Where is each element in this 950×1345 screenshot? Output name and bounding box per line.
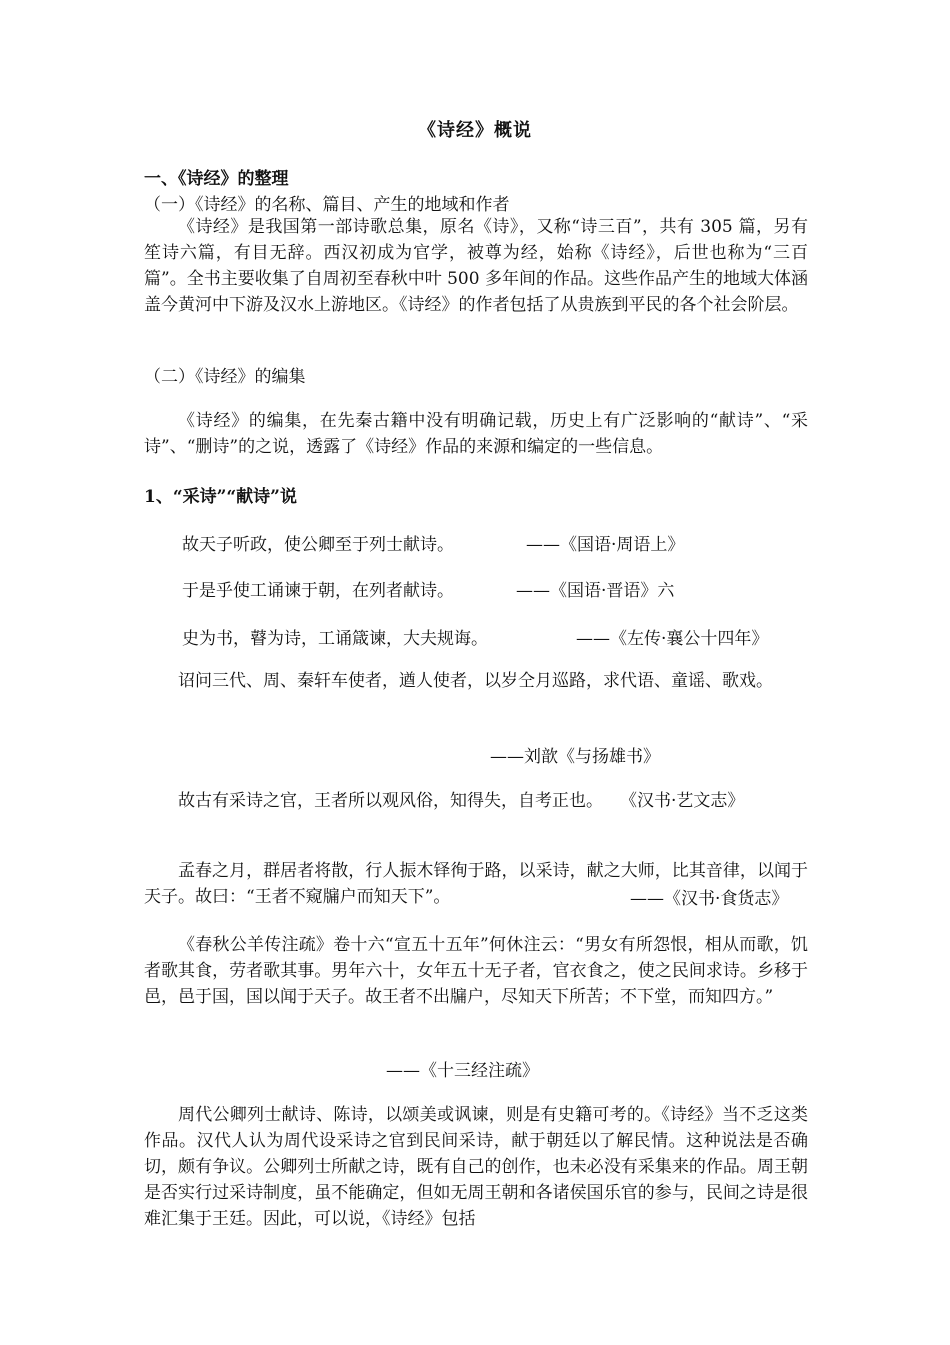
quote-7-source: ——《十三经注疏》 xyxy=(386,1061,539,1081)
quote-6-text: 孟春之月，群居者将散，行人振木铎徇于路，以采诗，献之大师，比其音律，以闻于天子。故曰：“王者不窥牖户而知天下”。 xyxy=(144,861,808,907)
quote-3-source: ——《左传·襄公十四年》 xyxy=(576,629,769,649)
quote-2-text: 于是乎使工诵谏于朝，在列者献诗。 xyxy=(182,581,454,601)
subsection-heading-1: （一）《诗经》的名称、篇目、产生的地域和作者 xyxy=(144,195,510,215)
section-heading-1: 一、《诗经》的整理 xyxy=(144,169,289,189)
quote-1-text: 故天子听政，使公卿至于列士献诗。 xyxy=(182,535,454,555)
quote-1-source: ——《国语·周语上》 xyxy=(526,535,685,555)
quote-3-text: 史为书，瞽为诗，工诵箴谏，大夫规诲。 xyxy=(182,629,488,649)
quote-5-text: 故古有采诗之官，王者所以观风俗，知得失，自考正也。 《汉书·艺文志》 xyxy=(178,791,745,811)
quote-7-text: 《春秋公羊传注疏》卷十六“宣五十五年”何休注云：“男女有所怨恨，相从而歌，饥者歌其食，劳者歌其事。男年六十，女年五十无子者，官衣食之，使之民间求诗。乡移于邑，邑于国，国以闻于天子。故王者不出牖户，尽知天下所苦；不下堂，而知四方。” xyxy=(144,935,808,1007)
paragraph-discussion: 周代公卿列士献诗、陈诗，以颂美或讽谏，则是有史籍可考的。《诗经》当不乏这类作品。汉代人认为周代设采诗之官到民间采诗，献于朝廷以了解民情。这种说法是否确切，颇有争议。公卿列士所献之诗，既有自己的创作，也未必没有采集来的作品。周王朝是否实行过采诗制度，虽不能确定，但如无周王朝和各诸侯国乐官的参与，民间之诗是很难汇集于王廷。因此，可以说，《诗经》包括 xyxy=(144,1105,808,1229)
subsection-heading-2: （二）《诗经》的编集 xyxy=(144,367,306,387)
quote-4-text: 诏问三代、周、秦轩车使者，遒人使者，以岁仝月巡路，求代语、童谣、歌戏。 xyxy=(178,671,773,691)
quote-4-source: ——刘歆《与扬雄书》 xyxy=(490,747,660,767)
item-heading-1: 1、“采诗”“献诗”说 xyxy=(144,487,297,507)
paragraph-compilation: 《诗经》的编集，在先秦古籍中没有明确记载，历史上有广泛影响的“献诗”、“采诗”、“删诗”的之说，透露了《诗经》作品的来源和编定的一些信息。 xyxy=(144,411,808,457)
quote-6-source: ——《汉书·食货志》 xyxy=(630,889,789,909)
page-title: 《诗经》概说 xyxy=(418,120,532,141)
quote-2-source: ——《国语·晋语》六 xyxy=(516,581,675,601)
paragraph-names: 《诗经》是我国第一部诗歌总集，原名《诗》，又称“诗三百”，共有 305 篇，另有笙诗六篇，有目无辞。西汉初成为官学，被尊为经，始称《诗经》，后世也称为“三百篇”。全书主要收集了自周初至春秋中叶 500 多年间的作品。这些作品产生的地域大体涵盖今黄河中下游及汉水上游地区。《诗经》的作者包括了从贵族到平民的各个社会阶层。 xyxy=(144,217,808,315)
